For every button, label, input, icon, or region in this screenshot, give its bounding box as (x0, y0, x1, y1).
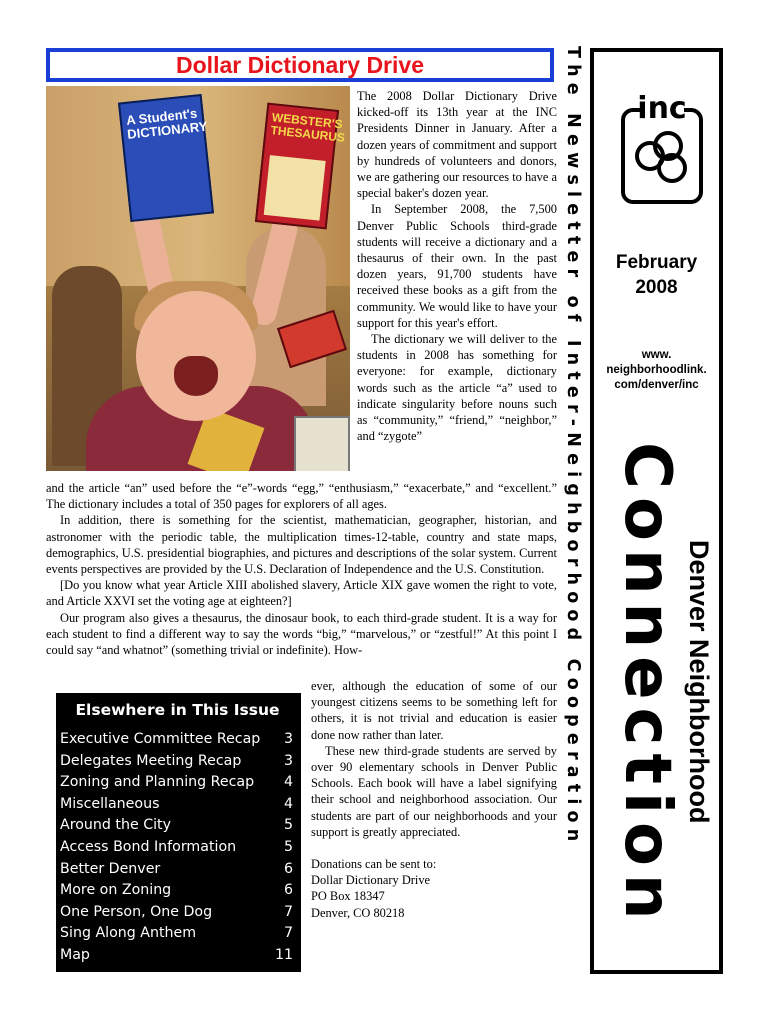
masthead-subtitle: Denver Neighborhood (684, 540, 714, 824)
newsletter-subtitle: The Newsletter of Inter-Neighborhood Cooperation (563, 46, 583, 848)
contents-item-label: Around the City (60, 817, 172, 834)
contents-item-page: 4 (283, 795, 293, 812)
thesaurus-book-strip (264, 155, 326, 221)
contents-item-page: 5 (283, 838, 293, 855)
donation-line: Denver, CO 80218 (311, 905, 405, 920)
newsletter-ribbon (559, 46, 587, 971)
article-paragraph: ever, although the education of some of our youngest citizens seems to be something left for others, it is not trivial and education is easier done now rather than later. (311, 679, 557, 742)
article-paragraph: [Do you know what year Article XIII abolished slavery, Article XIX gave women the right to vote, and Article XXVI set the voting age at eighteen?] (46, 578, 557, 609)
issue-contents-box (56, 693, 301, 972)
issue-month: February (615, 252, 698, 273)
article-headline: Dollar Dictionary Drive (176, 51, 424, 78)
contents-item-page: 5 (283, 817, 293, 834)
article-paragraph: In addition, there is something for the scientist, mathematician, geographer, historian, and astronomer with the periodic table, the multiplication times-12-table, country and state maps, demographics, U.S. presidential biographies, and pictures and descriptions of the solar system. Current events perspectives are provided by the U.S. Declaration of Independence and the U.S. Constitution. (46, 513, 557, 577)
contents-item[interactable] (60, 729, 295, 751)
masthead-panel (590, 48, 723, 974)
website-link[interactable] (594, 348, 719, 393)
contents-item-page: 6 (283, 882, 293, 899)
dictionary-book-title: A Student's DICTIONARY (125, 105, 209, 142)
contents-item-label: More on Zoning (60, 882, 172, 899)
contents-item-label: Map (60, 946, 90, 963)
website-line: com/denver/inc (614, 379, 699, 391)
contents-item-label: Sing Along Anthem (60, 925, 197, 942)
donation-line: Dollar Dictionary Drive (311, 873, 431, 888)
photo-book-stack (294, 416, 350, 471)
contents-item[interactable] (60, 945, 295, 967)
contents-item[interactable] (60, 923, 295, 945)
contents-item-label: Executive Committee Recap (60, 731, 261, 747)
donation-line: PO Box 18347 (311, 889, 385, 904)
logo-text: inc (637, 91, 687, 126)
article-column-right (357, 88, 557, 444)
masthead-title: Connection (610, 442, 684, 928)
photo-thesaurus-book (255, 103, 346, 230)
contents-item-page: 7 (283, 903, 293, 920)
contents-item[interactable] (60, 859, 295, 881)
contents-item[interactable] (60, 772, 295, 794)
contents-item[interactable] (60, 815, 295, 837)
article-photo (46, 86, 350, 471)
contents-item-page: 6 (283, 860, 293, 877)
contents-item-page: 11 (274, 946, 293, 963)
contents-item[interactable] (60, 794, 295, 816)
website-line: neighborhoodlink. (606, 364, 707, 376)
inc-logo-icon (620, 88, 704, 206)
article-paragraph: Our program also gives a thesaurus, the dinosaur book, to each third-grade student. It is a way for each student to find a different way to say the words “big,” “marvelous,” or “zestful!” At this point I could say “and whatnot” (something trivial or indefinite). How- (46, 610, 557, 658)
article-paragraph: The dictionary we will deliver to the students in 2008 has something for everyone: for example, dictionary words such as the article “a” used to indicate singularity before nouns such as “community,” “friend,” “neighbor,” and “zygote” (357, 332, 557, 444)
contents-item[interactable] (60, 902, 295, 924)
donation-address (311, 856, 557, 921)
contents-item-label: Miscellaneous (60, 795, 160, 812)
issue-date (594, 250, 719, 300)
article-column-bottom (311, 678, 557, 921)
issue-year: 2008 (635, 277, 678, 298)
contents-item-label: Delegates Meeting Recap (60, 752, 242, 769)
article-paragraph: These new third-grade students are served by over 90 elementary schools in Denver Public Schools. Each book will have a label signifying their school and neighborhood association. Our students are part of our neighborhoods and your support is greatly appreciated. (311, 743, 557, 839)
article-paragraph: The 2008 Dollar Dictionary Drive kicked-off its 13th year at the INC Presidents Dinner in January. After a dozen years of commitment and support by hundreds of volunteers and donors, we are gathering our resources to have a special baker's dozen year. (357, 89, 557, 201)
website-line: www. (641, 349, 672, 361)
photo-dictionary-book (118, 94, 214, 222)
contents-item-page: 3 (283, 731, 293, 747)
article-column-full (46, 480, 557, 658)
contents-item-label: Access Bond Information (60, 838, 237, 855)
headline-box (46, 48, 554, 82)
article-paragraph: In September 2008, the 7,500 Denver Public Schools third-grade students will receive a dictionary and a thesaurus of their own. In the past dozen years, 91,700 students have received these books as a gift from the community. We would like to have your support for this year's effort. (357, 202, 557, 330)
contents-item[interactable] (60, 837, 295, 859)
contents-item-page: 7 (283, 925, 293, 942)
article-paragraph: and the article “an” used before the “e”-words “egg,” “enthusiasm,” “exacerbate,” and “excellent.” The dictionary includes a total of 350 pages for explorers of all ages. (46, 481, 557, 512)
contents-item-page: 3 (283, 752, 293, 769)
contents-item[interactable] (60, 751, 295, 773)
contents-item-label: Better Denver (60, 860, 161, 877)
contents-item-label: One Person, One Dog (60, 903, 213, 920)
contents-title: Elsewhere in This Issue (75, 701, 280, 719)
donation-line: Donations can be sent to: (311, 857, 437, 872)
contents-item[interactable] (60, 880, 295, 902)
photo-mouth (174, 356, 218, 396)
thesaurus-book-title: WEBSTER'S THESAURUS (269, 110, 346, 145)
contents-item-page: 4 (283, 774, 293, 791)
contents-item-label: Zoning and Planning Recap (60, 774, 255, 791)
